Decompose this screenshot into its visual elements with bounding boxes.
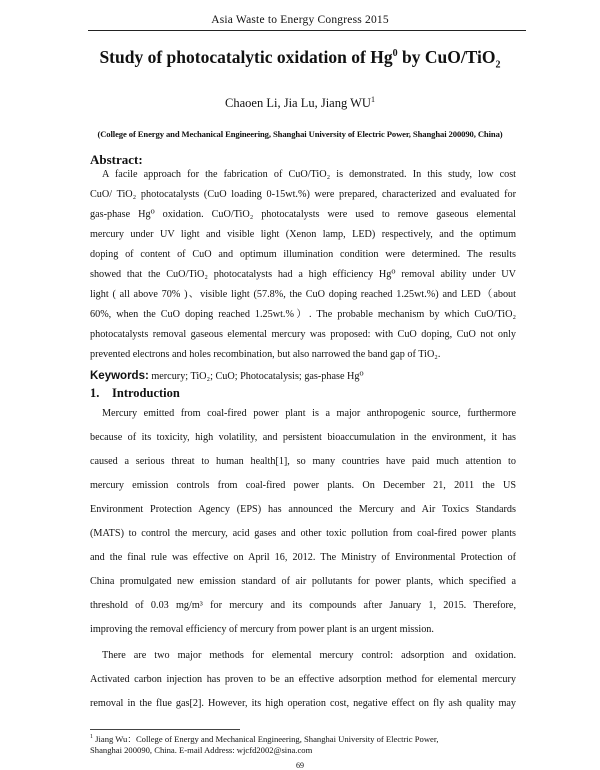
intro-line: caused a serious threat to human health[1], so many countries have paid much attention to bbox=[90, 456, 516, 467]
author-list bbox=[0, 96, 600, 111]
intro-line: Mercury emitted from coal-fired power plant is a major anthropogenic source, furthermore bbox=[102, 408, 516, 419]
intro-line: removal in the flue gas[2]. However, its high operation cost, negative effect on fly ash quality may bbox=[90, 698, 516, 709]
intro-line: China promulgated new emission standard of air pollutants for power plants, which specified a bbox=[90, 576, 516, 587]
author-footnote-marker: 1 bbox=[370, 94, 375, 104]
abstract-line: CuO/ TiO₂ photocatalysts (CuO loading 0-15wt.%) were prepared, characterized and evaluated for bbox=[90, 189, 516, 200]
footnote-rule bbox=[90, 729, 240, 730]
author-names: Chaoen Li, Jia Lu, Jiang WU bbox=[225, 96, 371, 110]
abstract-line: A facile approach for the fabrication of CuO/TiO₂ is demonstrated. In this study, low cost bbox=[102, 169, 516, 180]
footnote-text: Jiang Wu：College of Energy and Mechanical Engineering, Shanghai University of Electric Power, bbox=[93, 734, 439, 744]
abstract-heading: Abstract: bbox=[90, 152, 143, 167]
title-subscript: 2 bbox=[495, 59, 501, 71]
keywords-text: mercury; TiO₂; CuO; Photocatalysis; gas-phase Hg⁰ bbox=[148, 371, 364, 382]
abstract-line: mercury under UV light and visible light (Xenon lamp, LED) respectively, and the optimum bbox=[90, 229, 516, 240]
title-text: Study of photocatalytic oxidation of Hg bbox=[99, 47, 393, 67]
keywords-label: Keywords: bbox=[90, 370, 149, 382]
intro-line: and the final rule was effective on April 16, 2012. The Ministry of Environmental Protection of bbox=[90, 552, 516, 563]
intro-line: Activated carbon injection has proven to be an effective adsorption method for elemental mercury bbox=[90, 674, 516, 685]
abstract-line: doping of content of CuO and optimum illumination condition were determined. The results bbox=[90, 249, 516, 260]
title-text-mid: by CuO/TiO bbox=[397, 47, 496, 67]
section-heading-introduction bbox=[90, 386, 180, 401]
footnote-line bbox=[90, 733, 516, 745]
footnote-line: Shanghai 200090, China. E-mail Address: wjcfd2002@sina.com bbox=[90, 745, 313, 755]
intro-line: mercury emission controls from coal-fired power plants. On December 21, 2011 the US bbox=[90, 480, 516, 491]
intro-line: There are two major methods for elemental mercury control: adsorption and oxidation. bbox=[102, 650, 516, 661]
header-rule bbox=[88, 30, 526, 31]
affiliation: (College of Energy and Mechanical Engineering, Shanghai University of Electric Power, Shanghai 200090, China) bbox=[97, 129, 503, 139]
abstract-line: 60%, when the CuO doping reached 1.25wt.%）. The probable mechanism by which CuO/TiO₂ bbox=[90, 309, 516, 320]
intro-line: because of its toxicity, high volatility, and persistent bioaccumulation in the environment, it has bbox=[90, 432, 516, 443]
keywords bbox=[90, 370, 364, 382]
section-number: 1. bbox=[90, 386, 100, 400]
title-superscript: 0 bbox=[392, 48, 398, 60]
intro-line: improving the removal efficiency of mercury from power plant is an urgent mission. bbox=[90, 624, 434, 635]
intro-line: Environment Protection Agency (EPS) has announced the Mercury and Air Toxics Standards bbox=[90, 504, 516, 515]
abstract-line: showed that the CuO/TiO₂ photocatalysts had a high efficiency Hg⁰ removal ability under UV bbox=[90, 269, 516, 280]
abstract-line: light ( all above 70% )、visible light (57.8%, the CuO doping reached 1.25wt.%) and LED（about bbox=[90, 289, 516, 300]
paper-title bbox=[0, 47, 600, 71]
section-title: Introduction bbox=[112, 386, 180, 400]
intro-line: threshold of 0.03 mg/m³ for mercury and its compounds after January 1, 2015. Therefore, bbox=[90, 600, 516, 611]
intro-line: (MATS) to control the mercury, acid gases and other toxic pollution from coal-fired power plants bbox=[90, 528, 516, 539]
page-number: 69 bbox=[296, 761, 304, 770]
abstract-line: photocatalysts removal gaseous elemental mercury was proposed: with CuO doping, CuO not only bbox=[90, 329, 516, 340]
abstract-line: prevented electrons and holes recombination, but also narrowed the band gap of TiO₂. bbox=[90, 349, 441, 360]
footnote-marker: 1 bbox=[90, 734, 93, 741]
abstract-line: gas-phase Hg⁰ oxidation. CuO/TiO₂ photocatalysts were used to remove gaseous elemental bbox=[90, 209, 516, 220]
running-header: Asia Waste to Energy Congress 2015 bbox=[211, 14, 389, 26]
